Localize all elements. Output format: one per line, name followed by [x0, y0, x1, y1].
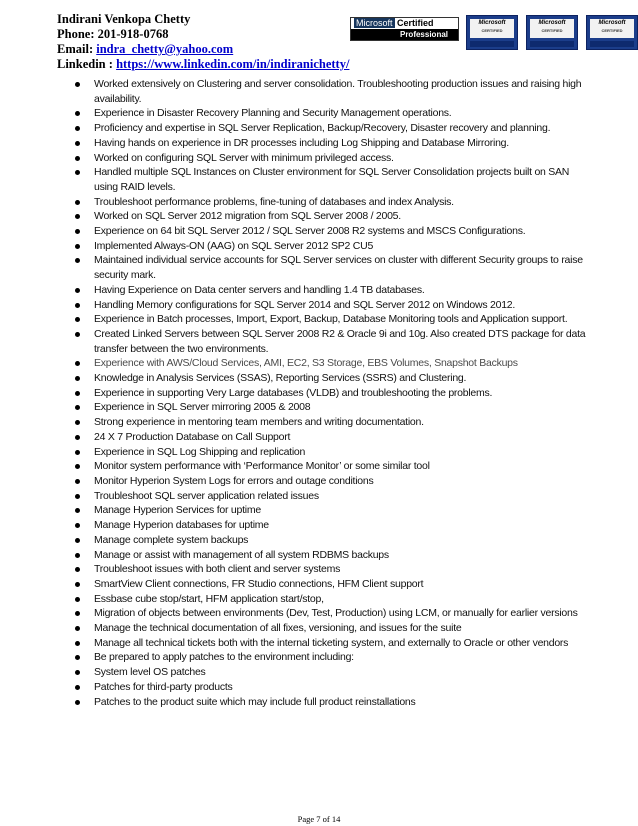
bullet-icon — [75, 611, 80, 616]
list-item-text: Experience on 64 bit SQL Server 2012 / SQL Server 2008 R2 systems and MSCS Configurations. — [94, 225, 526, 238]
list-item-text: Patches to the product suite which may include full product reinstallations — [94, 695, 416, 708]
list-item-text: Troubleshoot performance problems, fine-tuning of databases and index Analysis. — [94, 195, 454, 208]
bullet-icon — [75, 494, 80, 499]
bullet-icon — [75, 288, 80, 293]
list-item — [75, 253, 590, 282]
list-item — [75, 165, 590, 194]
list-item-text: Created Linked Servers between SQL Server 2008 R2 & Oracle 9i and 10g. Also created DTS package for data transfer between the two environments. — [94, 327, 586, 355]
email-label: Email: — [57, 42, 94, 56]
bullet-icon — [75, 626, 80, 631]
page-number: Page 7 of 14 — [297, 814, 341, 824]
list-item-text: Monitor Hyperion System Logs for errors and outage conditions — [94, 474, 374, 487]
linkedin-link[interactable]: https://www.linkedin.com/in/indiranichetty/ — [116, 57, 350, 71]
list-item-text: Manage Hyperion databases for uptime — [94, 519, 269, 532]
bullet-icon — [75, 700, 80, 705]
list-item — [75, 680, 590, 695]
list-item-text: Worked on configuring SQL Server with minimum privileged access. — [94, 151, 394, 164]
certification-logos — [350, 15, 626, 49]
list-item — [75, 533, 590, 548]
list-item-text: Experience in Disaster Recovery Planning and Security Management operations. — [94, 107, 452, 120]
list-item-text: Having hands on experience in DR processes including Log Shipping and Database Mirroring. — [94, 136, 509, 149]
list-item-text: Knowledge in Analysis Services (SSAS), Reporting Services (SSRS) and Clustering. — [94, 372, 467, 385]
bullet-icon — [75, 553, 80, 558]
list-item-text: SmartView Client connections, FR Studio connections, HFM Client support — [94, 577, 424, 590]
microsoft-certified-badge-3 — [586, 15, 638, 50]
list-item — [75, 636, 590, 651]
bullet-icon — [75, 567, 80, 572]
list-item — [75, 195, 590, 210]
bullet-icon — [75, 464, 80, 469]
list-item — [75, 459, 590, 474]
list-item — [75, 606, 590, 621]
list-item-text: Strong experience in mentoring team members and writing documentation. — [94, 416, 424, 429]
list-item — [75, 386, 590, 401]
list-item-text: Worked on SQL Server 2012 migration from SQL Server 2008 / 2005. — [94, 210, 401, 223]
mcp-top-b: Certified — [397, 18, 434, 28]
list-item — [75, 400, 590, 415]
bullet-icon — [75, 670, 80, 675]
bullet-icon — [75, 214, 80, 219]
bullet-icon — [75, 111, 80, 116]
list-item-text: Implemented Always-ON (AAG) on SQL Server 2012 SP2 CU5 — [94, 239, 374, 252]
list-item-text: System level OS patches — [94, 666, 206, 679]
bullet-icon — [75, 156, 80, 161]
microsoft-certified-professional-logo — [350, 17, 459, 41]
list-item-text: Handling Memory configurations for SQL Server 2014 and SQL Server 2012 on Windows 2012. — [94, 298, 516, 311]
phone-line: Phone: 201-918-0768 — [57, 27, 169, 41]
list-item — [75, 650, 590, 665]
list-item — [75, 577, 590, 592]
list-item-text: Experience in supporting Very Large databases (VLDB) and troubleshooting the problems. — [94, 386, 493, 399]
list-item-text: Experience in SQL Log Shipping and replication — [94, 445, 306, 458]
list-item-text: Handled multiple SQL Instances on Cluster environment for SQL Server Consolidation projects built on SAN using RAID levels. — [94, 166, 570, 193]
list-item — [75, 312, 590, 327]
list-item-text: Experience in SQL Server mirroring 2005 & 2008 — [94, 401, 311, 414]
badge-2-text: Microsoft — [538, 20, 566, 26]
bullet-icon — [75, 435, 80, 440]
badge-1-text: Microsoft — [478, 20, 506, 26]
list-item-text: Experience with AWS/Cloud Services, AMI, EC2, S3 Storage, EBS Volumes, Snapshot Backups — [94, 357, 518, 370]
mcp-bottom: Professional — [351, 29, 458, 40]
list-item-text: Manage or assist with management of all system RDBMS backups — [94, 548, 389, 561]
list-item — [75, 298, 590, 313]
list-item — [75, 562, 590, 577]
bullet-icon — [75, 361, 80, 366]
bullet-icon — [75, 200, 80, 205]
bullet-icon — [75, 655, 80, 660]
mcp-top-a: Microsoft — [356, 18, 393, 28]
list-item — [75, 474, 590, 489]
list-item-text: Monitor system performance with ‘Performance Monitor’ or some similar tool — [94, 460, 430, 473]
list-item — [75, 430, 590, 445]
list-item — [75, 121, 590, 136]
list-item-text: Migration of objects between environments (Dev, Test, Production) using LCM, or manually for earlier versions — [94, 607, 578, 620]
list-item — [75, 415, 590, 430]
list-item-text: Worked extensively on Clustering and server consolidation. Troubleshooting production issues and raising high availability. — [94, 78, 582, 105]
list-item — [75, 327, 590, 356]
candidate-name: Indirani Venkopa Chetty — [57, 12, 191, 26]
bullet-icon — [75, 582, 80, 587]
list-item — [75, 445, 590, 460]
bullet-icon — [75, 405, 80, 410]
bullet-icon — [75, 450, 80, 455]
bullet-icon — [75, 229, 80, 234]
list-item — [75, 371, 590, 386]
bullet-icon — [75, 82, 80, 87]
badge-3-sub: CERTIFIED — [601, 28, 623, 33]
list-item — [75, 224, 590, 239]
list-item-text: Manage all technical tickets both with the internal ticketing system, and externally to Oracle or other vendors — [94, 636, 569, 649]
list-item — [75, 209, 590, 224]
list-item — [75, 77, 590, 106]
bullet-icon — [75, 141, 80, 146]
list-item — [75, 548, 590, 563]
list-item — [75, 665, 590, 680]
list-item — [75, 356, 590, 371]
list-item — [75, 136, 590, 151]
bullet-icon — [75, 244, 80, 249]
linkedin-line — [57, 57, 617, 72]
list-item — [75, 283, 590, 298]
bullet-icon — [75, 376, 80, 381]
list-item-text: Manage complete system backups — [94, 533, 249, 546]
list-item — [75, 592, 590, 607]
list-item-text: Be prepared to apply patches to the environment including: — [94, 651, 354, 664]
list-item — [75, 518, 590, 533]
bullet-icon — [75, 258, 80, 263]
microsoft-certified-badge-1 — [466, 15, 518, 50]
list-item-text: Having Experience on Data center servers and handling 1.4 TB databases. — [94, 283, 425, 296]
bullet-icon — [75, 420, 80, 425]
bullet-icon — [75, 479, 80, 484]
linkedin-label: Linkedin : — [57, 57, 113, 71]
list-item-text: Essbase cube stop/start, HFM application start/stop, — [94, 592, 324, 605]
list-item-text: Troubleshoot issues with both client and server systems — [94, 563, 341, 576]
list-item-text: Troubleshoot SQL server application related issues — [94, 489, 319, 502]
bullet-icon — [75, 391, 80, 396]
bullet-icon — [75, 303, 80, 308]
bullet-icon — [75, 126, 80, 131]
bullet-icon — [75, 170, 80, 175]
list-item-text: Experience in Batch processes, Import, Export, Backup, Database Monitoring tools and Application support. — [94, 313, 568, 326]
bullet-icon — [75, 538, 80, 543]
bullet-icon — [75, 685, 80, 690]
bullet-icon — [75, 332, 80, 337]
experience-bullet-list — [75, 77, 590, 709]
list-item — [75, 489, 590, 504]
bullet-icon — [75, 597, 80, 602]
bullet-icon — [75, 523, 80, 528]
list-item — [75, 621, 590, 636]
email-link[interactable]: indra_chetty@yahoo.com — [96, 42, 234, 56]
badge-2-sub: CERTIFIED — [541, 28, 563, 33]
badge-3-text: Microsoft — [598, 20, 626, 26]
list-item-text: 24 X 7 Production Database on Call Support — [94, 430, 291, 443]
list-item-text: Maintained individual service accounts for SQL Server services on cluster with different Security groups to raise security mark. — [94, 254, 583, 282]
list-item — [75, 695, 590, 710]
list-item — [75, 151, 590, 166]
bullet-icon — [75, 317, 80, 322]
badge-1-sub: CERTIFIED — [481, 28, 503, 33]
list-item-text: Proficiency and expertise in SQL Server Replication, Backup/Recovery, Disaster recovery and planning. — [94, 122, 551, 135]
list-item-text: Manage the technical documentation of all fixes, versioning, and issues for the suite — [94, 622, 462, 635]
microsoft-certified-badge-2 — [526, 15, 578, 50]
list-item — [75, 503, 590, 518]
bullet-icon — [75, 508, 80, 513]
list-item-text: Manage Hyperion Services for uptime — [94, 504, 261, 517]
list-item — [75, 106, 590, 121]
list-item — [75, 239, 590, 254]
list-item-text: Patches for third-party products — [94, 680, 233, 693]
bullet-icon — [75, 641, 80, 646]
